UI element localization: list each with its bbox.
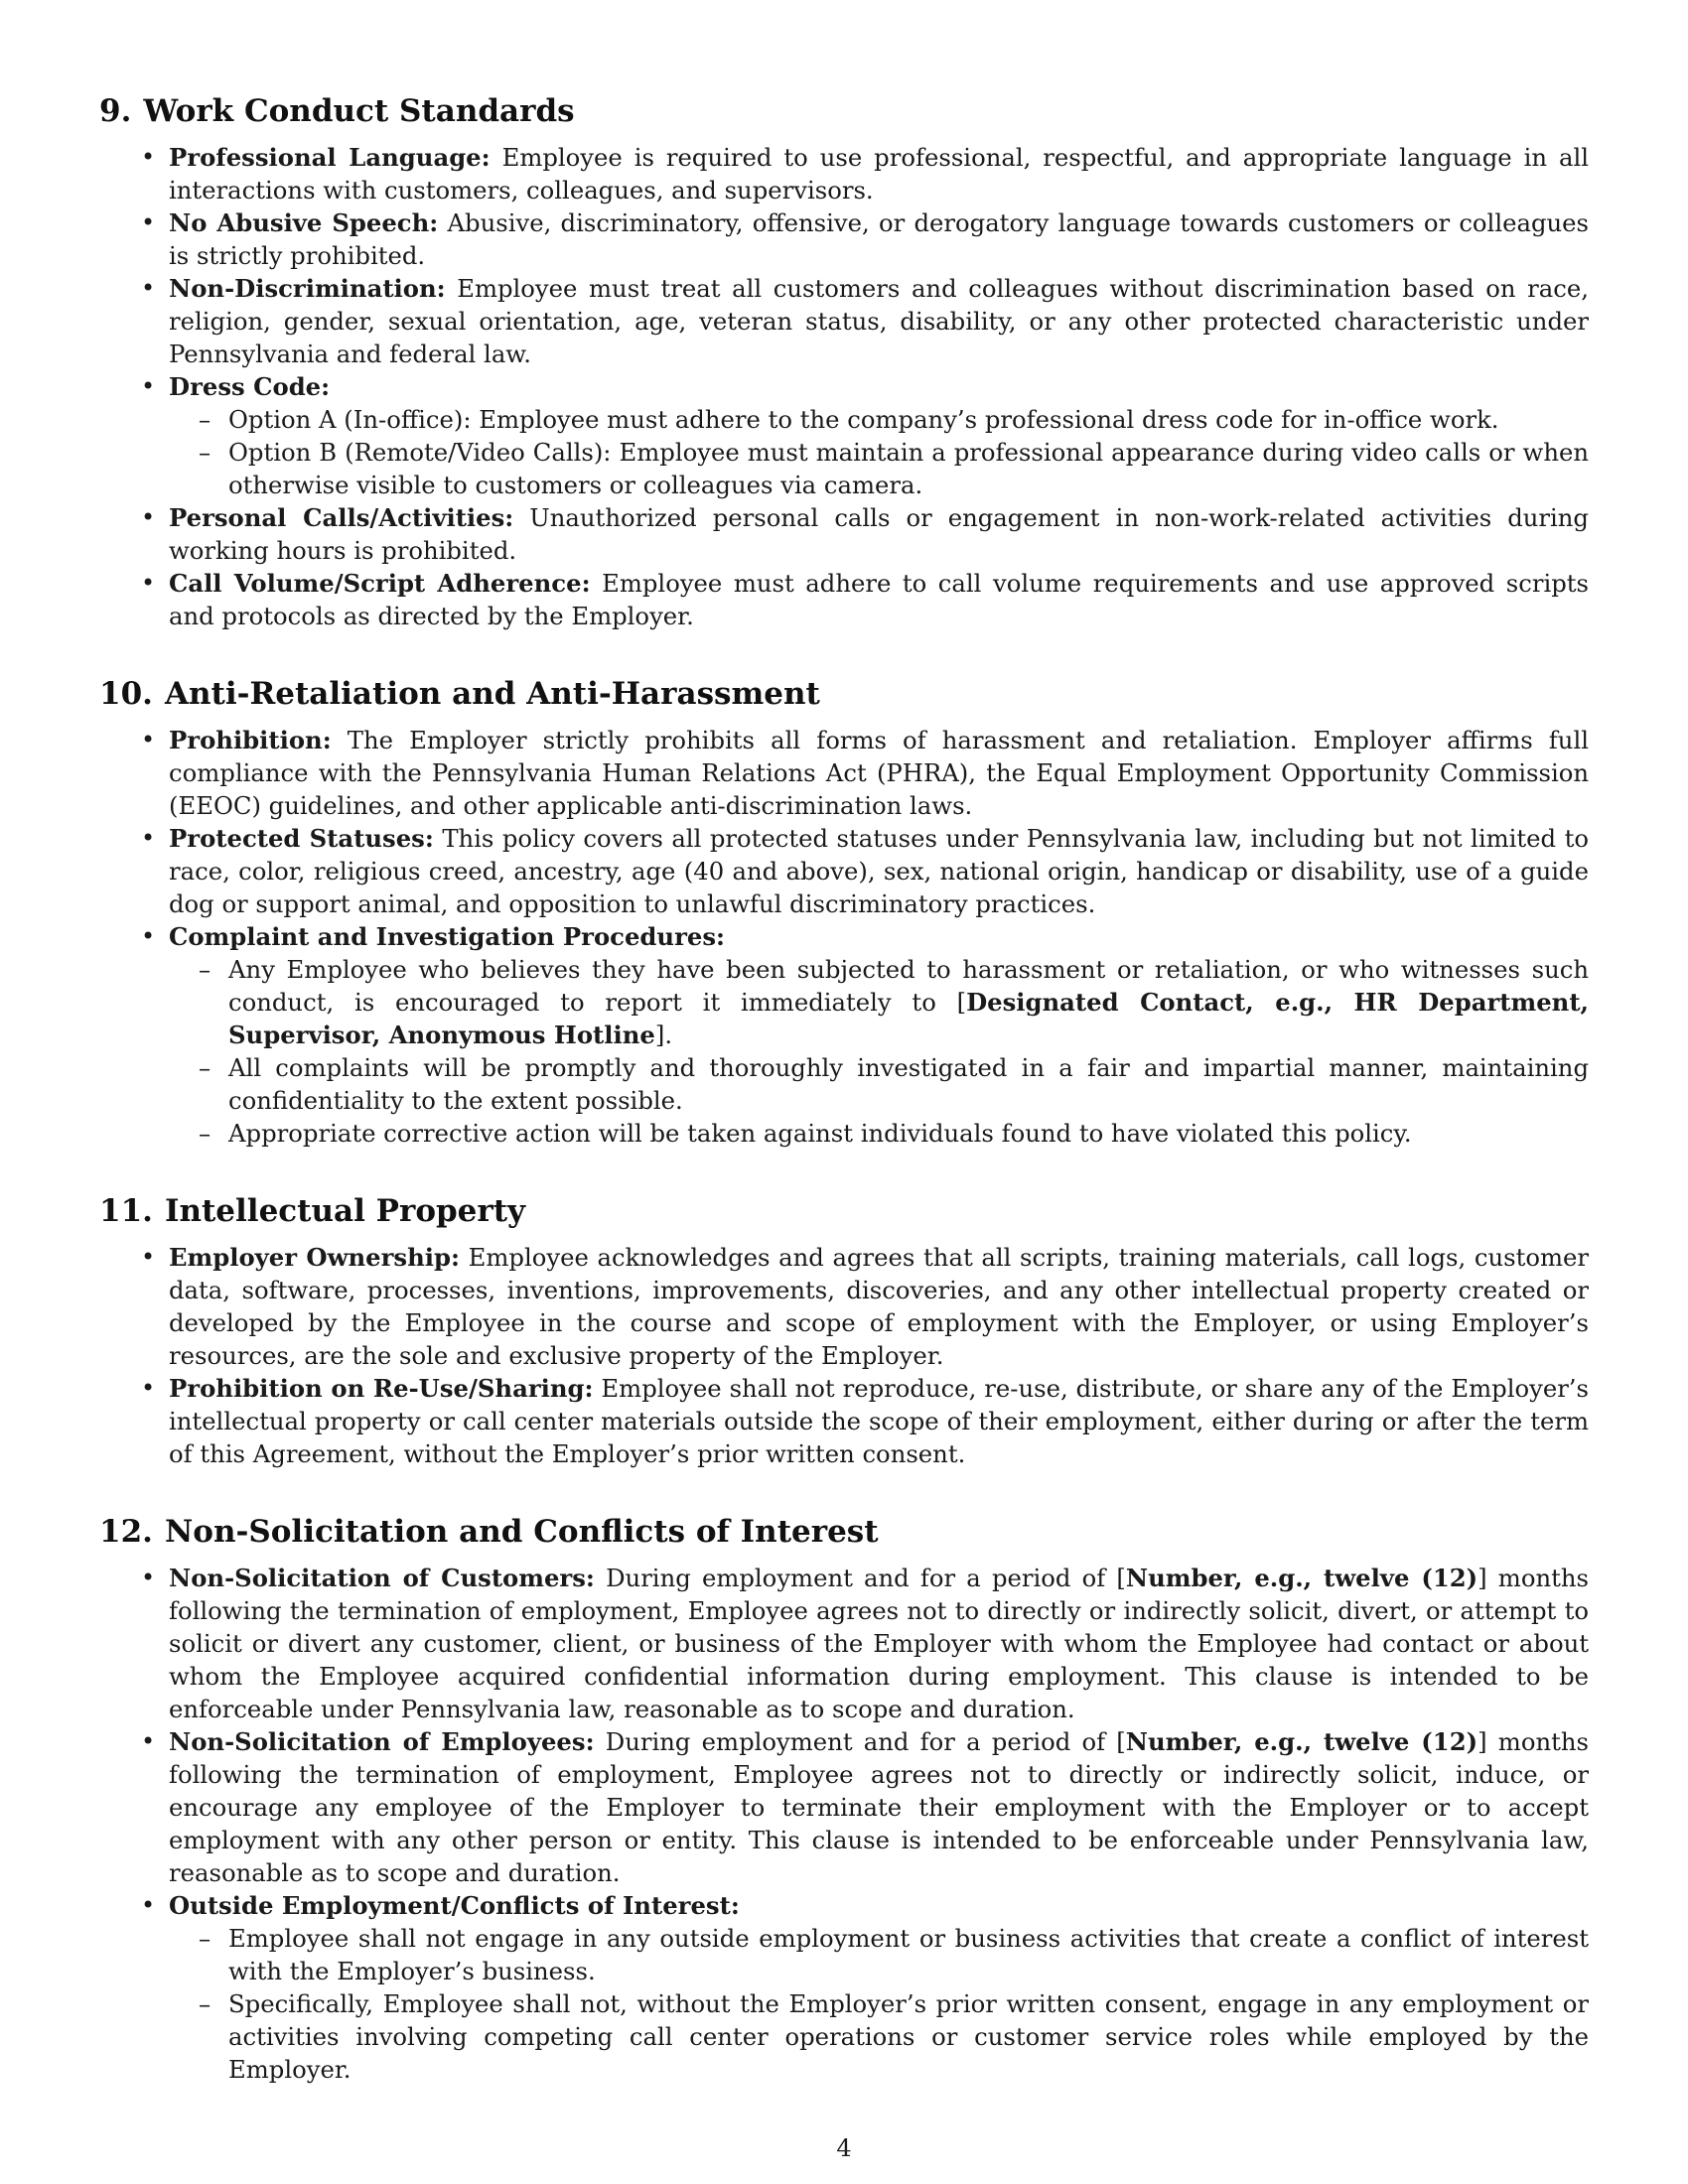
list-item: [99, 724, 1589, 822]
section-work-conduct: [99, 91, 1589, 632]
period-placeholder: Number, e.g., twelve (12): [1125, 1727, 1478, 1756]
item-label: Protected Statuses:: [169, 824, 434, 853]
item-text: Abusive, discriminatory, offensive, or derogatory language towards customers or colleagues is strictly prohibited.: [169, 208, 1590, 270]
item-text: Unauthorized personal calls or engagement in non-work-related activities during working hours is prohibited.: [169, 503, 1589, 565]
list-item: [99, 1889, 1589, 2086]
section-number: 9.: [99, 93, 132, 129]
list-item: [99, 272, 1589, 370]
item-text: During employment and for a period of [: [606, 1564, 1126, 1592]
list-item: [99, 370, 1589, 501]
list-item: [99, 822, 1589, 920]
section-title: Intellectual Property: [164, 1193, 526, 1229]
page-number: 4: [836, 2134, 852, 2162]
list-item: [99, 1562, 1589, 1725]
item-label: No Abusive Speech:: [169, 208, 439, 237]
item-text: The Employer strictly prohibits all forms of harassment and retaliation. Employer affirms full compliance with the Pennsylvania Human Relations Act (PHRA), the Equal Employment Opportunity Commission (EEOC) guidelines, and other applicable anti-discrimination laws.: [169, 726, 1589, 820]
list-item: [99, 206, 1589, 272]
sub-list: [169, 1922, 1589, 2086]
bullet-list: [99, 141, 1589, 632]
sub-list: [169, 403, 1589, 501]
item-label: Prohibition on Re-Use/Sharing:: [169, 1374, 594, 1403]
list-item: [99, 501, 1589, 567]
section-non-solicitation: [99, 1512, 1589, 2086]
item-text: Employee must treat all customers and colleagues without discrimination based on race, religion, gender, sexual orientation, age, veteran status, disability, or any other protected characteristic under Pennsylvania and federal law.: [169, 274, 1589, 368]
sub-item: – Option A (In-office): Employee must adhere to the company’s professional dress code for in-office work.: [169, 403, 1589, 436]
section-heading: [99, 91, 1589, 131]
item-label: Employer Ownership:: [169, 1243, 460, 1272]
sub-item: – Appropriate corrective action will be taken against individuals found to have violated this policy.: [169, 1117, 1589, 1150]
section-heading: [99, 1191, 1589, 1231]
list-item: [99, 1725, 1589, 1889]
item-text: Employee must adhere to call volume requirements and use approved scripts and protocols as directed by the Employer.: [169, 569, 1590, 630]
item-label: Outside Employment/Conflicts of Interest:: [169, 1891, 740, 1920]
document-page: [99, 91, 1589, 2086]
section-title: Anti-Retaliation and Anti-Harassment: [164, 676, 820, 712]
item-text: Employee is required to use professional, respectful, and appropriate language in all interactions with customers, colleagues, and supervisors.: [169, 143, 1589, 205]
item-text-continued: ] months following the termination of employment, Employee agrees not to directly or indirectly solicit, divert, or attempt to solicit or divert any customer, client, or business of the Employer with whom the Employee had contact or about whom the Employee acquired confidential information during employment. This clause is intended to be enforceable under Pennsylvania law, reasonable as to scope and duration.: [169, 1564, 1589, 1723]
report-text-end: ].: [654, 1021, 673, 1049]
list-item: [99, 1241, 1589, 1372]
item-label: Non-Solicitation of Customers:: [169, 1564, 595, 1592]
designated-contact-placeholder: Designated Contact, e.g., HR Department, Supervisor, Anonymous Hotline: [228, 988, 1590, 1049]
item-label: Dress Code:: [169, 372, 331, 401]
item-label: Prohibition:: [169, 726, 332, 754]
item-label: Personal Calls/Activities:: [169, 503, 514, 532]
list-item: [99, 141, 1589, 206]
report-text: Any Employee who believes they have been subjected to harassment or retaliation, or who witnesses such conduct, is encouraged to report it immediately to [: [228, 955, 1589, 1017]
section-number: 12.: [99, 1514, 153, 1550]
sub-list: [169, 953, 1589, 1150]
item-label: Non-Solicitation of Employees:: [169, 1727, 595, 1756]
section-number: 10.: [99, 676, 153, 712]
section-intellectual-property: [99, 1191, 1589, 1470]
item-label: Complaint and Investigation Procedures:: [169, 922, 725, 951]
bullet-list: [99, 724, 1589, 1150]
sub-item: – Option B (Remote/Video Calls): Employee must maintain a professional appearance during video calls or when otherwise visible to customers or colleagues via camera.: [169, 436, 1589, 501]
list-item: [99, 1372, 1589, 1470]
sub-item: – Employee shall not engage in any outside employment or business activities that create a conflict of interest with the Employer’s business.: [169, 1922, 1589, 1987]
bullet-list: [99, 1562, 1589, 2086]
section-title: Non-Solicitation and Conflicts of Interest: [164, 1514, 879, 1550]
item-label: Professional Language:: [169, 143, 491, 172]
sub-item: [169, 953, 1589, 1051]
section-heading: [99, 1512, 1589, 1552]
item-text: Employee acknowledges and agrees that all scripts, training materials, call logs, customer data, software, processes, inventions, improvements, discoveries, and any other intellectual property created or developed by the Employee in the course and scope of employment with the Employer, or using Employer’s resources, are the sole and exclusive property of the Employer.: [169, 1243, 1589, 1370]
sub-item: – All complaints will be promptly and thoroughly investigated in a fair and impartial manner, maintaining confidentiality to the extent possible.: [169, 1051, 1589, 1117]
bullet-list: [99, 1241, 1589, 1470]
period-placeholder: Number, e.g., twelve (12): [1125, 1564, 1478, 1592]
list-item: [99, 567, 1589, 632]
section-title: Work Conduct Standards: [143, 93, 575, 129]
sub-item: – Specifically, Employee shall not, without the Employer’s prior written consent, engage in any employment or activities involving competing call center operations or customer service roles while employed by the Employer.: [169, 1987, 1589, 2086]
item-label: Non-Discrimination:: [169, 274, 446, 303]
section-heading: [99, 674, 1589, 714]
list-item: [99, 920, 1589, 1150]
item-text: During employment and for a period of [: [605, 1727, 1126, 1756]
section-anti-retaliation: [99, 674, 1589, 1150]
item-text-continued: ] months following the termination of employment, Employee agrees not to directly or indirectly solicit, induce, or encourage any employee of the Employer to terminate their employment with the Employer or to accept employment with any other person or entity. This clause is intended to be enforceable under Pennsylvania law, reasonable as to scope and duration.: [169, 1727, 1589, 1887]
item-text: Employee shall not reproduce, re-use, distribute, or share any of the Employer’s intellectual property or call center materials outside the scope of their employment, either during or after the term of this Agreement, without the Employer’s prior written consent.: [169, 1374, 1590, 1468]
section-number: 11.: [99, 1193, 153, 1229]
item-label: Call Volume/Script Adherence:: [169, 569, 591, 598]
item-text: This policy covers all protected statuses under Pennsylvania law, including but not limited to race, color, religious creed, ancestry, age (40 and above), sex, national origin, handicap or disability, use of a guide dog or support animal, and opposition to unlawful discriminatory practices.: [169, 824, 1589, 918]
